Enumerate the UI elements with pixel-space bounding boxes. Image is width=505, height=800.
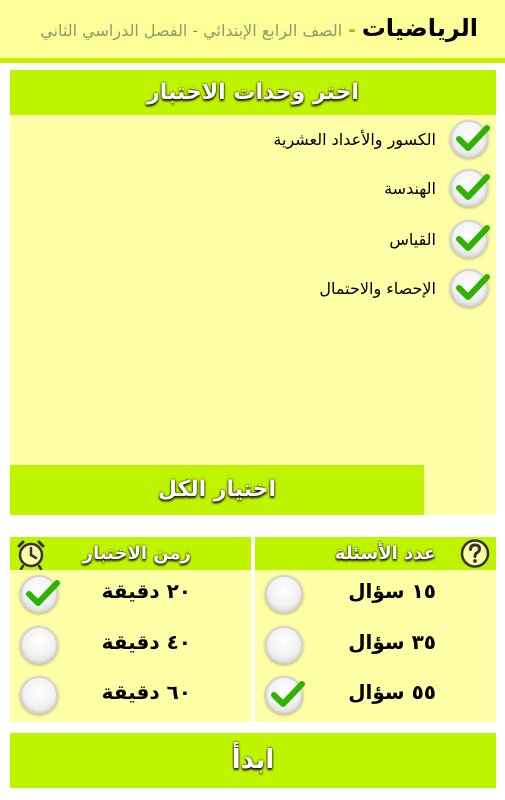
title-separator: - bbox=[348, 20, 356, 41]
option-label: ٣٥ سؤال bbox=[348, 630, 436, 654]
check-mark-icon bbox=[456, 172, 490, 202]
select-all-button[interactable]: اختيار الكل bbox=[10, 465, 424, 515]
option-label: ٥٥ سؤال bbox=[348, 680, 436, 704]
count-option-55[interactable] bbox=[255, 674, 496, 716]
checkbox[interactable] bbox=[450, 120, 488, 158]
check-mark-icon bbox=[456, 123, 490, 153]
units-heading: اختر وحدات الاختبار bbox=[10, 70, 496, 115]
grade-subtitle: الصف الرابع الإبتدائي - الفصل الدراسي الثاني bbox=[40, 21, 343, 40]
check-mark-icon bbox=[26, 578, 60, 608]
subject-title: الرياضيات bbox=[361, 14, 478, 42]
unit-label: القياس bbox=[389, 229, 436, 249]
units-panel bbox=[10, 70, 496, 515]
count-option-35[interactable] bbox=[255, 624, 496, 666]
time-option-60[interactable] bbox=[10, 674, 251, 716]
question-count-panel bbox=[255, 537, 496, 722]
unit-item-fractions[interactable] bbox=[273, 118, 488, 160]
question-count-title: عدد الأسئلة bbox=[334, 543, 436, 564]
question-count-heading bbox=[255, 537, 496, 570]
check-mark-icon bbox=[271, 679, 305, 709]
radio[interactable] bbox=[20, 575, 58, 613]
option-label: ٦٠ دقيقة bbox=[101, 680, 191, 704]
time-option-20[interactable] bbox=[10, 573, 251, 615]
header-title-line bbox=[40, 14, 478, 42]
test-time-heading bbox=[10, 537, 251, 570]
unit-label: الإحصاء والاحتمال bbox=[319, 278, 436, 298]
radio[interactable] bbox=[20, 626, 58, 664]
checkbox[interactable] bbox=[450, 220, 488, 258]
option-label: ١٥ سؤال bbox=[348, 579, 436, 603]
check-mark-icon bbox=[456, 272, 490, 302]
test-time-panel bbox=[10, 537, 251, 722]
time-option-40[interactable] bbox=[10, 624, 251, 666]
checkbox[interactable] bbox=[450, 269, 488, 307]
start-button[interactable]: ابدأ bbox=[10, 733, 496, 788]
checkbox[interactable] bbox=[450, 169, 488, 207]
unit-item-measurement[interactable] bbox=[389, 218, 488, 260]
header-divider bbox=[0, 58, 505, 63]
option-label: ٢٠ دقيقة bbox=[101, 579, 191, 603]
check-mark-icon bbox=[456, 223, 490, 253]
radio[interactable] bbox=[265, 676, 303, 714]
radio[interactable] bbox=[265, 626, 303, 664]
unit-label: الكسور والأعداد العشرية bbox=[273, 129, 436, 149]
option-label: ٤٠ دقيقة bbox=[101, 630, 191, 654]
unit-item-statistics[interactable] bbox=[319, 267, 488, 309]
radio[interactable] bbox=[20, 676, 58, 714]
count-option-15[interactable] bbox=[255, 573, 496, 615]
unit-item-geometry[interactable] bbox=[384, 167, 488, 209]
test-time-title: زمن الاختبار bbox=[82, 543, 191, 564]
radio[interactable] bbox=[265, 575, 303, 613]
app-header bbox=[0, 0, 505, 60]
unit-label: الهندسة bbox=[384, 178, 436, 198]
